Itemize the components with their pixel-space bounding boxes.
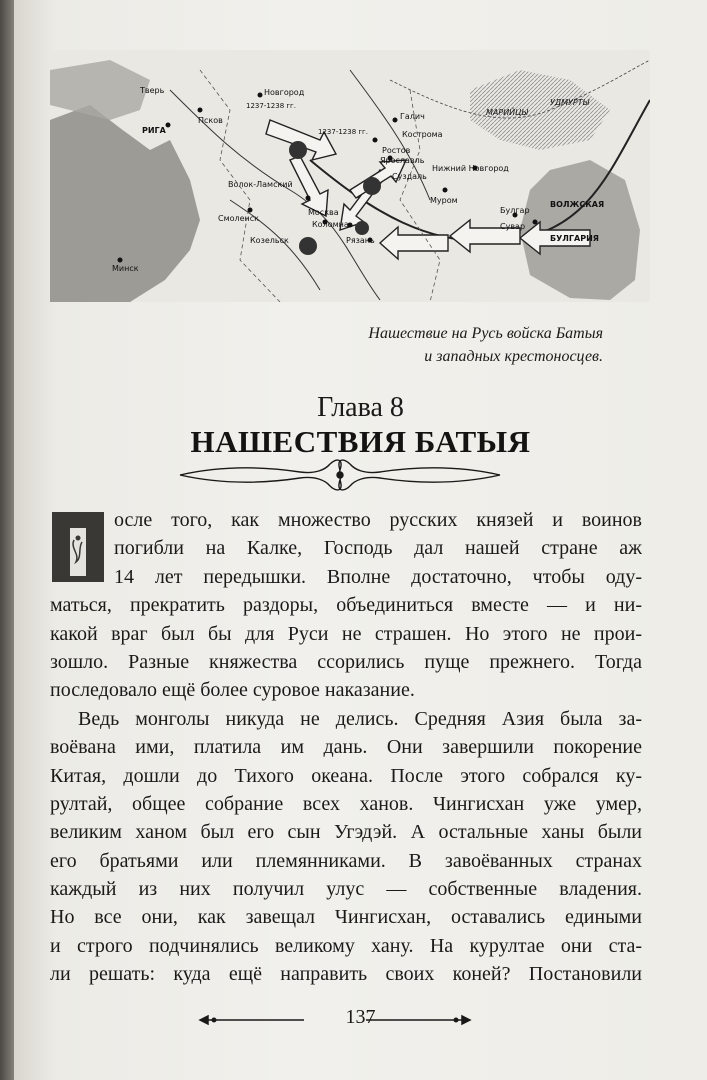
paragraph-1: [50, 506, 642, 705]
map-label-yaroslavl: Ярославль: [380, 156, 425, 165]
text-line: зошло. Разные княжества ссорились пуще прежнего. Тогда: [50, 650, 642, 673]
map-label-kolomna: Коломна: [312, 220, 349, 229]
chapter-number: Глава 8: [317, 392, 404, 423]
map-label-minsk: Минск: [112, 264, 139, 273]
map-label-mari: МАРИЙЦЫ: [486, 108, 528, 117]
map-label-riga: РИГА: [142, 126, 166, 135]
text-line: великим ханом был его сын Угэдэй. А остальные ханы были: [50, 821, 642, 844]
text-line: Ведь монголы никуда не делись. Средняя Азия была за-: [78, 707, 642, 730]
text-line: последовало ещё более суровое наказание.: [50, 679, 415, 702]
text-line: рултай, общее собрание всех ханов. Чингисхан уже умер,: [50, 792, 642, 815]
map-label-volok: Волок-Ламский: [228, 180, 293, 189]
map-label-udmurt: УДМУРТЫ: [550, 98, 590, 107]
map-label-galich: Галич: [400, 112, 425, 121]
text-line: воёвана ими, платила им дань. Они завершили покорение: [50, 736, 642, 759]
page-footer: [14, 1006, 707, 1036]
text-line: осле того, как множество русских князей и воинов: [114, 509, 642, 531]
map-label-year-1: 1237-1238 гг.: [246, 102, 296, 110]
historical-map: [50, 50, 650, 302]
map-label-ryazan: Рязань: [346, 236, 375, 245]
text-line: каждый из них получил улус — собственные владения.: [50, 878, 642, 901]
map-label-volga-bulgaria-2: БУЛГАРИЯ: [550, 234, 599, 243]
map-label-year-2: 1237-1238 гг.: [318, 128, 368, 136]
text-line: и строго подчинялись великому хану. На курултае они ста-: [50, 934, 642, 957]
map-label-rostov: Ростов: [382, 146, 411, 155]
map-label-novgorod: Новгород: [264, 88, 305, 97]
text-line: Но все они, как завещал Чингисхан, оставались едиными: [50, 906, 642, 929]
text-line: какой враг был бы для Руси не страшен. Но этого не прои-: [50, 622, 642, 645]
map-caption: [243, 322, 603, 368]
map-label-suzdal: Суздаль: [392, 172, 427, 181]
body-text: [50, 506, 642, 989]
map-label-kozelsk: Козельск: [250, 236, 289, 245]
chapter-title: НАШЕСТВИЯ БАТЫЯ: [190, 424, 531, 459]
map-label-smolensk: Смоленск: [218, 214, 260, 223]
map-label-murom: Муром: [430, 196, 458, 205]
paragraph-2: [50, 705, 642, 989]
page-number: 137: [345, 1006, 376, 1028]
text-line: погибли на Калке, Господь дал нашей стране аж: [114, 537, 642, 560]
text-line: его братьями или племянниками. В завоёванных странах: [50, 849, 642, 872]
map-label-kostroma: Кострома: [402, 130, 443, 139]
map-label-bulgar: Булгар: [500, 206, 530, 215]
map-label-volga-bulgaria-1: ВОЛЖСКАЯ: [550, 200, 605, 209]
book-page: [14, 0, 707, 1080]
map-label-suvar: Сувар: [500, 222, 526, 231]
title-flourish-ornament: [170, 458, 510, 492]
map-label-tver: Тверь: [140, 86, 165, 95]
caption-line-2: и западных крестоносцев.: [424, 348, 603, 365]
map-label-pskov: Псков: [198, 116, 223, 125]
map-label-nizhny: Нижний Новгород: [432, 164, 509, 173]
caption-line-1: Нашествие на Русь войска Батыя: [368, 325, 603, 342]
text-line: маться, прекратить раздоры, объединиться вместе — и ни-: [50, 594, 642, 617]
map-label-moscow: Москва: [308, 208, 339, 217]
text-line: ли решать: куда ещё направить своих коней? Постановили: [50, 963, 642, 986]
text-line: Китая, дошли до Тихого океана. После этого собрался ку-: [50, 764, 642, 787]
text-line: 14 лет передышки. Вполне достаточно, чтобы оду-: [114, 565, 642, 588]
